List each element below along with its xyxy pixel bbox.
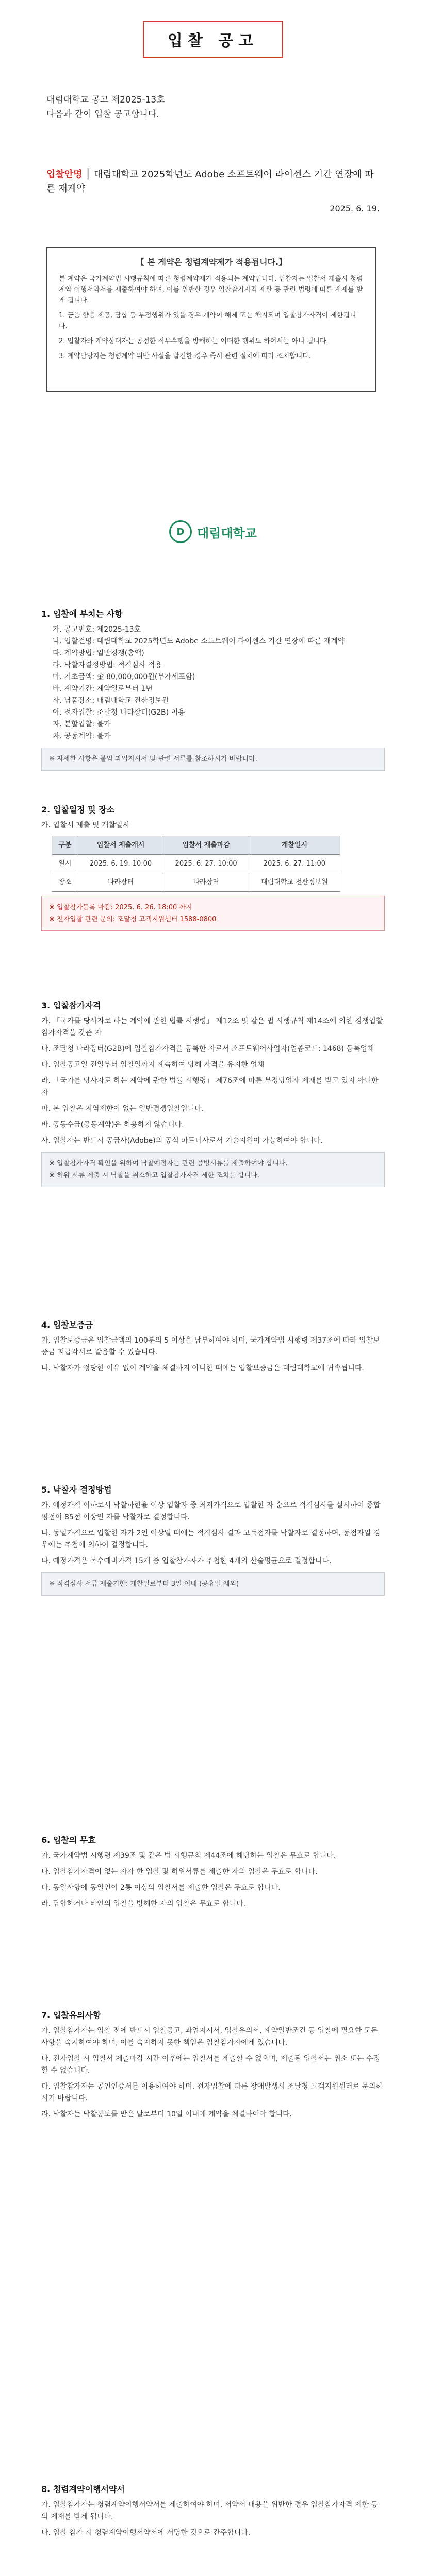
table-header-row <box>52 836 340 855</box>
table-header-cell: 입찰서 제출마감 <box>163 836 249 855</box>
paragraph: 라. 「국가를 당사자로 하는 계약에 관한 법률 시행령」 제76조에 따른 부정당업자 제재를 받고 있지 아니한 자 <box>41 1077 379 1097</box>
list-item: 자. 분할입찰: 불가 <box>53 720 111 728</box>
logo-mark-icon: D <box>169 520 192 543</box>
table-header-cell: 입찰서 제출개시 <box>78 836 163 855</box>
integrity-notice-p1: 본 계약은 국가계약법 시행규칙에 따른 청렴계약제가 적용되는 계약입니다. 입찰자는 입찰서 제출시 청렴계약 이행서약서를 제출하여야 하며, 이를 위반한 경우 입찰참가자격 제한 등 관련 법령에 따른 제재를 받게 됩니다. <box>59 275 363 304</box>
page-title: 입찰 공고 <box>143 21 283 58</box>
subject-line <box>46 167 382 196</box>
notice-intro: 다음과 같이 입찰 공고합니다. <box>46 109 159 120</box>
list-item: 마. 기초금액: 金 80,000,000원(부가세포함) <box>53 673 195 681</box>
list-item: 라. 낙찰자결정방법: 적격심사 적용 <box>53 661 162 669</box>
integrity-notice-p3: 2. 입찰자와 계약상대자는 공정한 직무수행을 방해하는 어떠한 행위도 하여서는 아니 됩니다. <box>59 337 329 345</box>
section-5-note-box: ※ 적격심사 서류 제출기한: 개찰일로부터 3일 이내 (공휴일 제외) <box>41 1572 385 1596</box>
paragraph: 나. 낙찰자가 정당한 이유 없이 계약을 체결하지 아니한 때에는 입찰보증금은 대림대학교에 귀속됩니다. <box>41 1364 364 1372</box>
section-8-heading: 8. 청렴계약이행서약서 <box>41 2484 125 2494</box>
list-item: 나. 입찰건명: 대림대학교 2025학년도 Adobe 소프트웨어 라이센스 기간 연장에 따른 재계약 <box>53 637 345 646</box>
list-item: 사. 납품장소: 대림대학교 전산정보원 <box>53 697 169 705</box>
subject-divider: │ <box>85 169 94 180</box>
notice-header <box>46 93 165 122</box>
paragraph: 마. 본 입찰은 지역제한이 없는 일반경쟁입찰입니다. <box>41 1105 204 1113</box>
list-item: 가. 공고번호: 제2025-13호 <box>53 625 141 634</box>
section-1 <box>41 608 385 776</box>
subject-label: 입찰안명 <box>46 169 83 180</box>
table-header-cell: 개찰일시 <box>249 836 340 855</box>
paragraph: 나. 입찰참가자격이 없는 자가 한 입찰 및 허위서류를 제출한 자의 입찰은 무효로 합니다. <box>41 1868 318 1876</box>
section-1-heading: 1. 입찰에 부치는 사항 <box>41 609 123 619</box>
section-5 <box>41 1484 385 1601</box>
paragraph: 가. 국가계약법 시행령 제39조 및 같은 법 시행규칙 제44조에 해당하는 입찰은 무효로 합니다. <box>41 1852 336 1860</box>
subject-text: 대림대학교 2025학년도 Adobe 소프트웨어 라이센스 기간 연장에 따른 재계약 <box>46 169 374 194</box>
table-cell: 일시 <box>52 855 78 873</box>
logo-text: 대림대학교 <box>197 526 257 540</box>
list-item: 아. 전자입찰: 조달청 나라장터(G2B) 이용 <box>53 708 185 717</box>
table-cell: 2025. 6. 19. 10:00 <box>78 855 163 873</box>
section-3-note-box: ※ 입찰참가자격 확인을 위하여 낙찰예정자는 관련 증빙서류를 제출하여야 합니다. ※ 허위 서류 제출 시 낙찰을 취소하고 입찰참가자격 제한 조치를 합니다. <box>41 1152 385 1187</box>
table-cell: 장소 <box>52 873 78 892</box>
paragraph: 가. 입찰참가자는 청렴계약이행서약서를 제출하여야 하며, 서약서 내용을 위반한 경우 입찰참가자격 제한 등의 제재를 받게 됩니다. <box>41 2501 378 2521</box>
paragraph: 가. 예정가격 이하로서 낙찰하한율 이상 입찰자 중 최저가격으로 입찰한 자 순으로 적격심사를 실시하여 종합평점이 85점 이상인 자를 낙찰자로 결정합니다. <box>41 1501 381 1521</box>
paragraph: 가. 「국가를 당사자로 하는 계약에 관한 법률 시행령」 제12조 및 같은 법 시행규칙 제14조에 의한 경쟁입찰 참가자격을 갖춘 자 <box>41 1017 383 1037</box>
section-2 <box>41 804 385 935</box>
paragraph: 라. 낙찰자는 낙찰통보를 받은 날로부터 10일 이내에 계약을 체결하여야 합니다. <box>41 2110 292 2119</box>
section-1-note-box: ※ 자세한 사항은 붙임 과업지시서 및 관련 서류를 참조하시기 바랍니다. <box>41 748 385 771</box>
schedule-table <box>52 836 340 892</box>
integrity-notice-p4: 3. 계약담당자는 청렴계약 위반 사실을 발견한 경우 즉시 관련 절차에 따라 조치합니다. <box>59 352 311 360</box>
section-7 <box>41 2009 385 2125</box>
notice-number: 대림대학교 공고 제2025-13호 <box>46 95 165 105</box>
section-5-heading: 5. 낙찰자 결정방법 <box>41 1485 112 1495</box>
integrity-notice-p2: 1. 금품·향응 제공, 담합 등 부정행위가 있을 경우 계약이 해제 또는 해지되며 입찰참가자격이 제한됩니다. <box>59 312 356 330</box>
paragraph: 라. 담합하거나 타인의 입찰을 방해한 자의 입찰은 무효로 합니다. <box>41 1900 246 1908</box>
section-6-heading: 6. 입찰의 무효 <box>41 1835 96 1845</box>
list-item: 바. 계약기간: 계약일로부터 1년 <box>53 685 153 693</box>
university-logo <box>169 520 257 543</box>
paragraph: 가. 입찰보증금은 입찰금액의 100분의 5 이상을 납부하여야 하며, 국가계약법 시행령 제37조에 따라 입찰보증금 지급각서로 갈음할 수 있습니다. <box>41 1336 380 1357</box>
section-2-heading: 2. 입찰일정 및 장소 <box>41 805 115 815</box>
section-4-heading: 4. 입찰보증금 <box>41 1320 93 1330</box>
paragraph: 다. 예정가격은 복수예비가격 15개 중 입찰참가자가 추첨한 4개의 산술평균으로 결정합니다. <box>41 1557 332 1565</box>
section-1-list <box>41 624 385 742</box>
integrity-notice-title: 【 본 게약은 청렴계약제가 적용됩니다.】 <box>136 257 287 267</box>
paragraph: 다. 입찰참가자는 공인인증서를 이용하여야 하며, 전자입찰에 따른 장애발생시 조달청 고객지원센터로 문의하시기 바랍니다. <box>41 2082 383 2103</box>
section-8 <box>41 2483 385 2543</box>
paragraph: 사. 입찰자는 반드시 공급사(Adobe)의 공식 파트너사로서 기술지원이 가능하여야 합니다. <box>41 1137 323 1145</box>
table-cell: 나라장터 <box>163 873 249 892</box>
paragraph: 가. 입찰참가자는 입찰 전에 반드시 입찰공고, 과업지시서, 입찰유의서, 계약일반조건 등 입찰에 필요한 모든 사항을 숙지하여야 하며, 이를 숙지하지 못한 책임은 입찰참가자에게 있습니다. <box>41 2027 378 2047</box>
paragraph: 나. 입찰 참가 시 청렴계약이행서약서에 서명한 것으로 간주합니다. <box>41 2529 251 2537</box>
table-cell: 2025. 6. 27. 11:00 <box>249 855 340 873</box>
paragraph: 나. 동일가격으로 입찰한 자가 2인 이상일 때에는 적격심사 결과 고득점자를 낙찰자로 결정하며, 동점자일 경우에는 추첨에 의하여 결정합니다. <box>41 1529 381 1549</box>
section-6 <box>41 1834 385 1914</box>
notice-date: 2025. 6. 19. <box>330 204 380 213</box>
list-item: 차. 공동계약: 불가 <box>53 732 111 740</box>
table-cell: 나라장터 <box>78 873 163 892</box>
integrity-notice-box <box>46 247 376 392</box>
list-item: 다. 계약방법: 일반경쟁(총액) <box>53 649 144 657</box>
table-header-cell: 구분 <box>52 836 78 855</box>
section-3-heading: 3. 입찰참가자격 <box>41 1001 101 1010</box>
paragraph: 바. 공동수급(공동계약)은 허용하지 않습니다. <box>41 1121 184 1129</box>
section-2-intro: 가. 입찰서 제출 및 개찰일시 <box>41 821 130 829</box>
section-7-heading: 7. 입찰유의사항 <box>41 2010 101 2020</box>
title-wrap <box>0 21 426 58</box>
table-row <box>52 873 340 892</box>
section-2-warning-box: ※ 입찰참가등록 마감: 2025. 6. 26. 18:00 까지 ※ 전자입찰 관련 문의: 조달청 고객지원센터 1588-0800 <box>41 896 385 931</box>
paragraph: 나. 조달청 나라장터(G2B)에 입찰참가자격을 등록한 자로서 소프트웨어사업자(업종코드: 1468) 등록업체 <box>41 1045 374 1053</box>
table-row <box>52 855 340 873</box>
paragraph: 나. 전자입찰 시 입찰서 제출마감 시간 이후에는 입찰서를 제출할 수 없으며, 제출된 입찰서는 취소 또는 수정할 수 없습니다. <box>41 2055 381 2075</box>
table-cell: 2025. 6. 27. 10:00 <box>163 855 249 873</box>
table-cell: 대림대학교 전산정보원 <box>249 873 340 892</box>
section-4 <box>41 1319 385 1379</box>
paragraph: 다. 입찰공고일 전일부터 입찰일까지 계속하여 당해 자격을 유지한 업체 <box>41 1061 265 1069</box>
paragraph: 다. 동일사항에 동일인이 2통 이상의 입찰서를 제출한 입찰은 무효로 합니다. <box>41 1884 281 1892</box>
section-3 <box>41 999 385 1192</box>
